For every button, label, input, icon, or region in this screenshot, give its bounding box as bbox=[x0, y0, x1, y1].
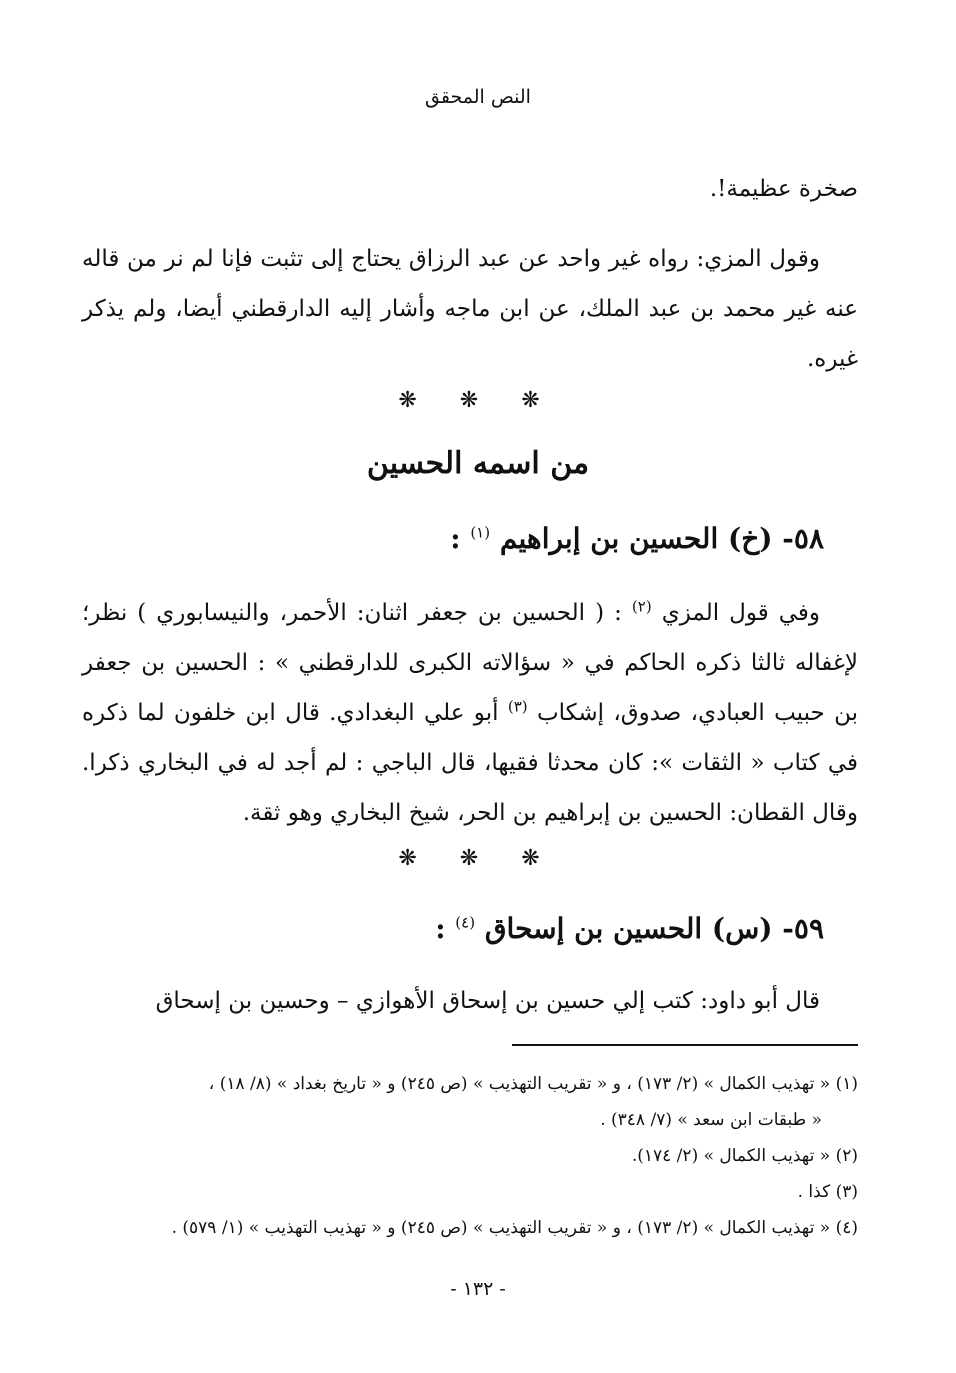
footnote-1: (١) « تهذيب الكمال » (٢/ ١٧٣) ، و « تقريب التهذيب » (ص ٢٤٥) و « تاريخ بغداد » (٨/ ١٨) ، bbox=[208, 1074, 858, 1094]
paragraph-2-text: وقول المزي: رواه غير واحد عن عبد الرزاق يحتاج إلى تثبت فإنا لم نر من قاله عنه غير محمد بن عبد الملك، عن ابن ماجه وأشار إليه الدارقطني أيضا، ولم يذكر غيره. bbox=[82, 246, 858, 372]
entry-59-text: قال أبو داود: كتب إلي حسين بن إسحاق الأهوازي – وحسين بن إسحاق bbox=[155, 988, 820, 1014]
entry-59-footnote-ref: (٤) bbox=[455, 913, 476, 932]
footnote-3: (٣) كذا . bbox=[797, 1182, 858, 1202]
footnote-divider bbox=[512, 1044, 858, 1046]
entry-58-colon: : bbox=[450, 522, 461, 555]
separator-stars-1: ❋ ❋ ❋ bbox=[398, 388, 558, 413]
entry-59-colon: : bbox=[435, 912, 446, 945]
entry-58-text-end: أبو علي البغدادي. قال ابن خلفون لما ذكره في كتاب « الثقات »: كان محدثا فقيها، قال الباجي : لم أجد له في البخاري ذكرا. وقال القطان: الحسين بن إبراهيم بن الحر، شيخ البخاري وهو ثقة. bbox=[82, 700, 858, 826]
footnote-4: (٤) « تهذيب الكمال » (٢/ ١٧٣) ، و « تقريب التهذيب » (ص ٢٤٥) و « تهذيب التهذيب » (١/ ٥٧٩) . bbox=[171, 1218, 858, 1238]
running-header: النص المحقق bbox=[425, 86, 531, 108]
footnote-ref-2: (٢) bbox=[631, 597, 652, 616]
entry-58-text-start: وفي قول المزي bbox=[661, 600, 821, 626]
separator-stars-2: ❋ ❋ ❋ bbox=[398, 846, 558, 871]
footnote-ref-3: (٣) bbox=[507, 697, 528, 716]
entry-58-heading bbox=[450, 522, 824, 555]
footnote-1-continued: « طبقات ابن سعد » (٧/ ٣٤٨) . bbox=[600, 1110, 822, 1130]
section-title: من اسمه الحسين bbox=[366, 446, 590, 481]
footnote-2: (٢) « تهذيب الكمال » (٢/ ١٧٤). bbox=[631, 1146, 858, 1166]
entry-59-heading bbox=[435, 912, 824, 945]
entry-58-footnote-ref: (١) bbox=[470, 523, 491, 542]
entry-59-body bbox=[82, 976, 858, 1026]
entry-58-body bbox=[82, 588, 858, 838]
footnotes bbox=[82, 1066, 858, 1246]
entry-58-text bbox=[82, 588, 858, 838]
paragraph-1-text: صخرة عظيمة!. bbox=[709, 176, 858, 202]
entry-58-title: ٥٨- (خ) الحسين بن إبراهيم bbox=[499, 522, 824, 555]
entry-58-text-mid: : ( الحسين بن جعفر اثنان: الأحمر، والنيسابوري ) نظر؛ لإغفاله ثالثا ذكره الحاكم في « سؤالاته الكبرى للدارقطني » : الحسين بن جعفر بن حبيب العبادي، صدوق، إشكاب bbox=[82, 600, 859, 726]
paragraph-1 bbox=[82, 164, 858, 214]
page-number: - ١٣٢ - bbox=[450, 1278, 506, 1300]
entry-59-title: ٥٩- (س) الحسين بن إسحاق bbox=[484, 912, 824, 945]
paragraph-2 bbox=[82, 234, 858, 384]
